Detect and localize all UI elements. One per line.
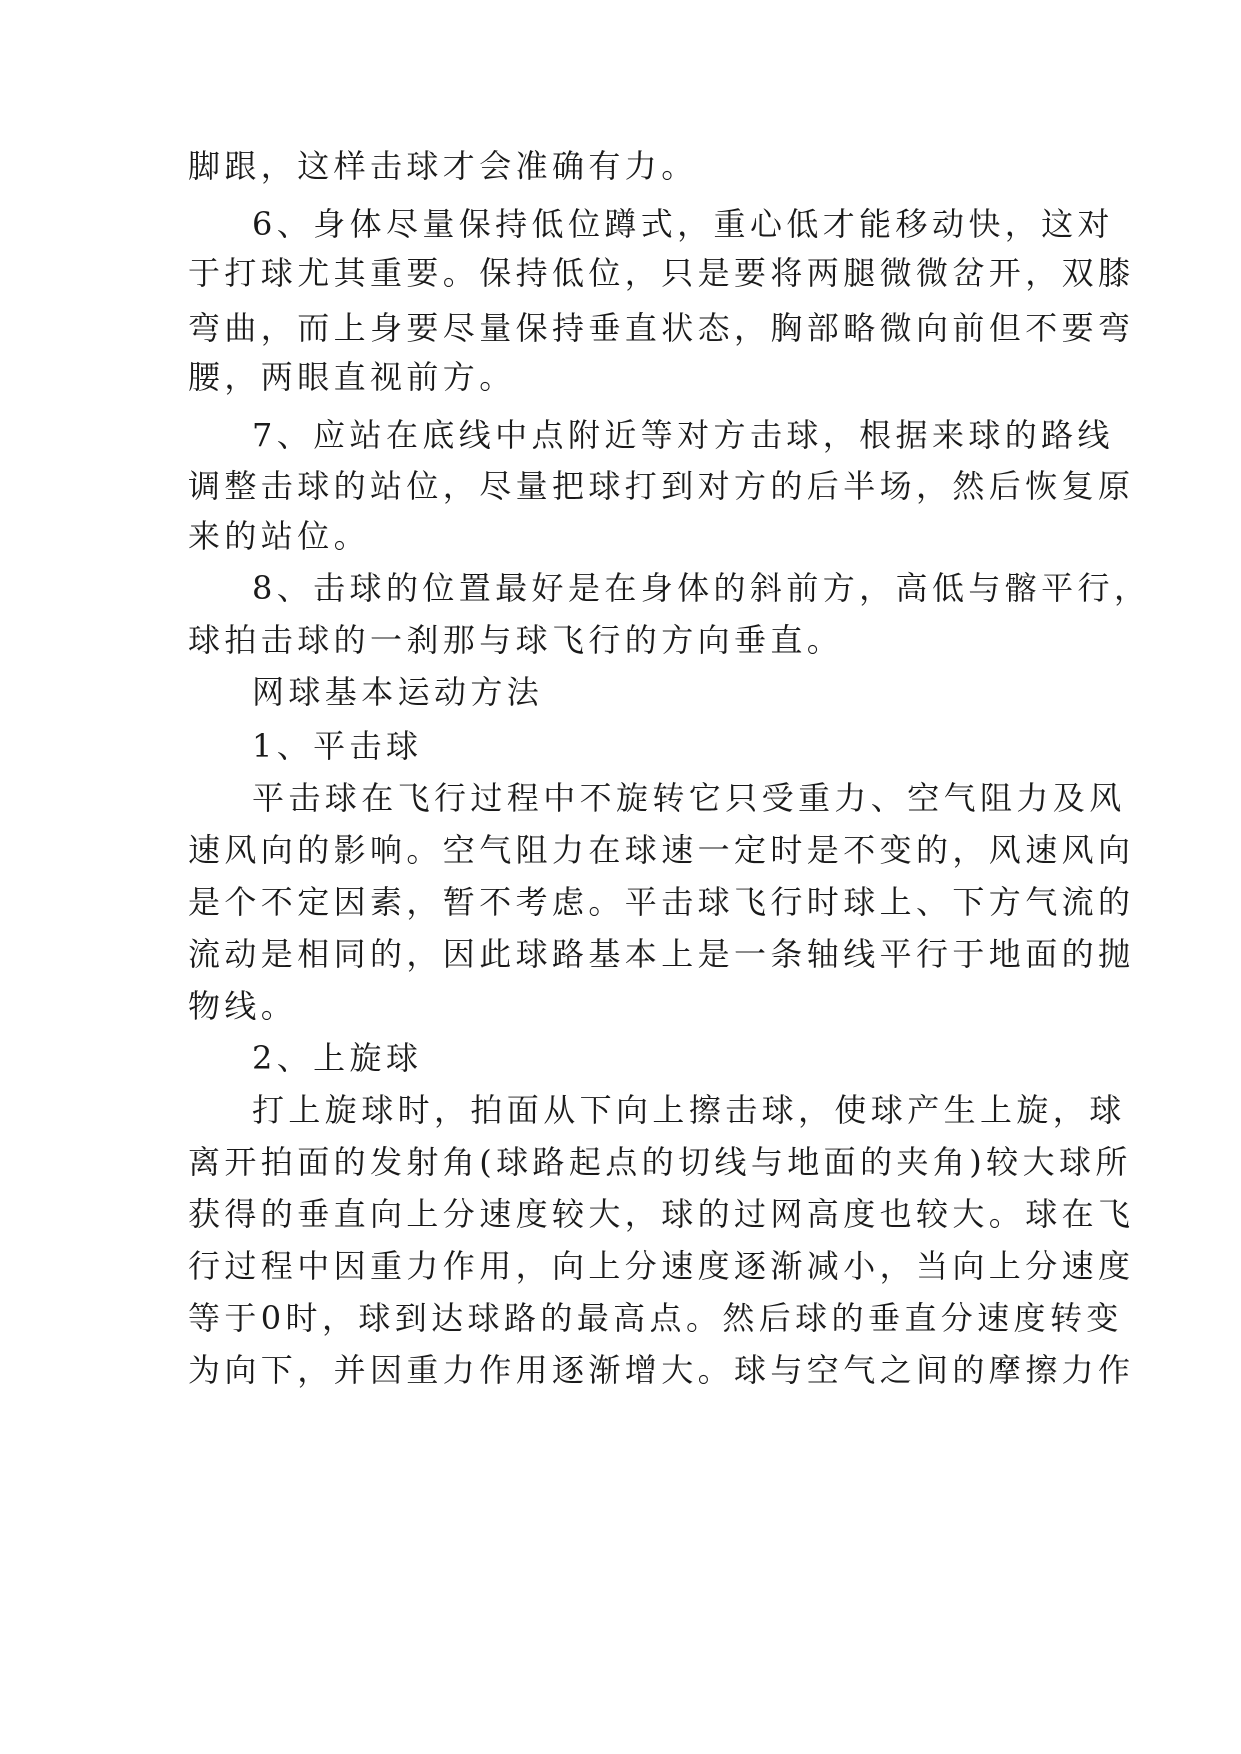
text-line: 行过程中因重力作用，向上分速度逐渐减小，当向上分速度: [188, 1247, 1135, 1285]
text-line: 调整击球的站位，尽量把球打到对方的后半场，然后恢复原: [188, 467, 1135, 505]
text-line: 于打球尤其重要。保持低位，只是要将两腿微微岔开，双膝: [188, 254, 1135, 292]
subsection-heading: 1、平击球: [252, 727, 423, 765]
text-line: 6、身体尽量保持低位蹲式，重心低才能移动快，这对: [252, 205, 1114, 243]
section-heading: 网球基本运动方法: [252, 673, 544, 711]
text-line: 7、应站在底线中点附近等对方击球，根据来球的路线: [252, 416, 1114, 454]
text-line: 离开拍面的发射角(球路起点的切线与地面的夹角)较大球所: [188, 1143, 1132, 1181]
text-line: 物线。: [188, 987, 298, 1025]
text-line: 为向下，并因重力作用逐渐增大。球与空气之间的摩擦力作: [188, 1351, 1135, 1389]
text-line: 脚跟，这样击球才会准确有力。: [188, 147, 698, 185]
text-line: 等于0时，球到达球路的最高点。然后球的垂直分速度转变: [188, 1299, 1123, 1337]
text-line: 是个不定因素，暂不考虑。平击球飞行时球上、下方气流的: [188, 883, 1135, 921]
text-line: 流动是相同的，因此球路基本上是一条轴线平行于地面的抛: [188, 935, 1135, 973]
text-line: 获得的垂直向上分速度较大，球的过网高度也较大。球在飞: [188, 1195, 1135, 1233]
text-line: 打上旋球时，拍面从下向上擦击球，使球产生上旋，球: [252, 1091, 1126, 1129]
text-line: 弯曲，而上身要尽量保持垂直状态，胸部略微向前但不要弯: [188, 309, 1135, 347]
text-line: 速风向的影响。空气阻力在球速一定时是不变的，风速风向: [188, 831, 1135, 869]
text-line: 8、击球的位置最好是在身体的斜前方，高低与髂平行，: [252, 569, 1151, 607]
text-line: 球拍击球的一刹那与球飞行的方向垂直。: [188, 621, 844, 659]
text-line: 平击球在飞行过程中不旋转它只受重力、空气阻力及风: [252, 779, 1126, 817]
text-line: 腰，两眼直视前方。: [188, 358, 516, 396]
subsection-heading: 2、上旋球: [252, 1039, 423, 1077]
text-line: 来的站位。: [188, 517, 371, 555]
